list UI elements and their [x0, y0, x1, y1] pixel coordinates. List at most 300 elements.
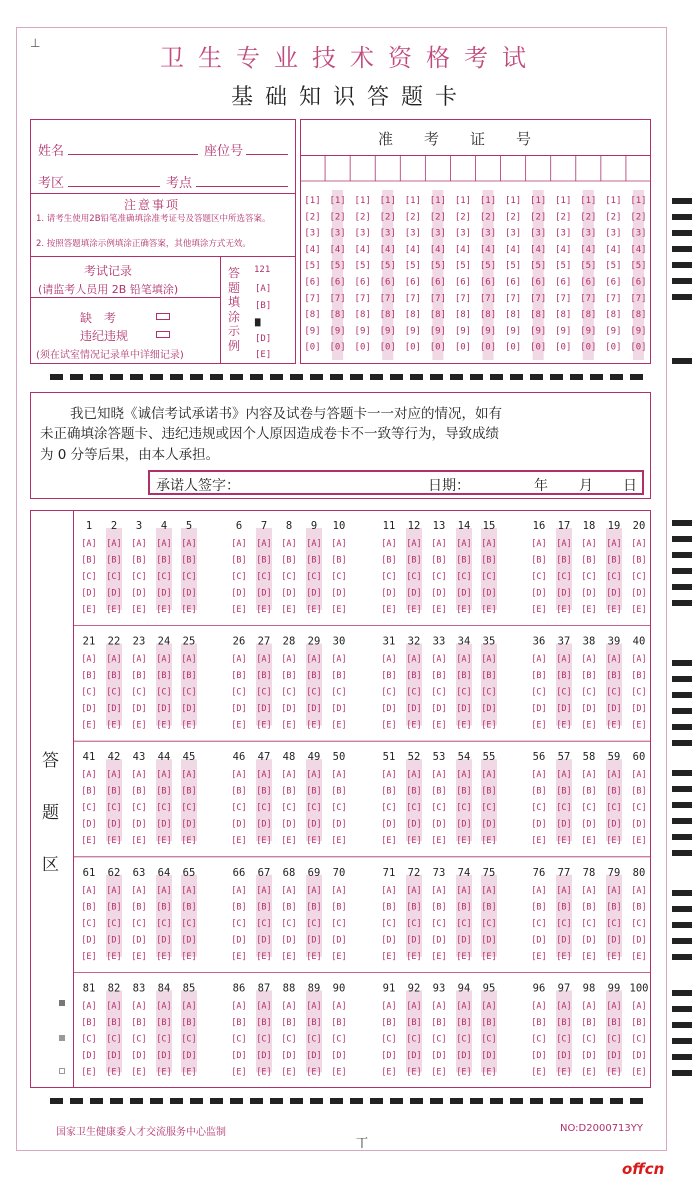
answer-option-bubble[interactable]: [E] — [431, 951, 447, 962]
answer-option-bubble[interactable]: [A] — [281, 770, 297, 781]
answer-option-bubble[interactable]: [E] — [406, 951, 422, 962]
answer-option-bubble[interactable]: [B] — [331, 1017, 347, 1028]
answer-option-bubble[interactable]: [D] — [406, 935, 422, 946]
answer-option-bubble[interactable]: [A] — [306, 885, 322, 896]
admission-digit-bubble[interactable]: [9] — [605, 326, 622, 337]
answer-option-bubble[interactable]: [B] — [531, 555, 547, 566]
answer-option-bubble[interactable]: [C] — [331, 918, 347, 929]
answer-option-bubble[interactable]: [E] — [106, 836, 122, 847]
answer-option-bubble[interactable]: [E] — [431, 836, 447, 847]
answer-option-bubble[interactable]: [E] — [406, 1067, 422, 1078]
admission-digit-bubble[interactable]: [1] — [354, 196, 371, 206]
answer-option-bubble[interactable]: [E] — [481, 720, 497, 731]
answer-option-bubble[interactable]: [E] — [181, 605, 197, 615]
answer-option-bubble[interactable]: [D] — [606, 819, 622, 830]
answer-option-bubble[interactable]: [C] — [431, 1034, 447, 1045]
answer-option-bubble[interactable]: [E] — [256, 1067, 272, 1078]
answer-option-bubble[interactable]: [B] — [181, 555, 197, 566]
answer-option-bubble[interactable]: [C] — [331, 687, 347, 698]
answer-option-bubble[interactable]: [C] — [281, 918, 297, 929]
answer-option-bubble[interactable]: [D] — [131, 1050, 147, 1061]
answer-option-bubble[interactable]: [A] — [331, 539, 347, 549]
admission-digit-bubble[interactable]: [2] — [630, 212, 647, 223]
answer-option-bubble[interactable]: [D] — [381, 1050, 397, 1061]
answer-option-bubble[interactable]: [D] — [81, 588, 97, 599]
answer-option-bubble[interactable]: [B] — [381, 1017, 397, 1028]
answer-option-bubble[interactable]: [C] — [381, 572, 397, 582]
answer-option-bubble[interactable]: [C] — [306, 1034, 322, 1045]
answer-option-bubble[interactable]: [C] — [256, 687, 272, 698]
answer-option-bubble[interactable]: [E] — [156, 1067, 172, 1078]
answer-option-bubble[interactable]: [D] — [406, 588, 422, 599]
answer-option-bubble[interactable]: [D] — [531, 935, 547, 946]
answer-option-bubble[interactable]: [A] — [181, 654, 197, 665]
answer-option-bubble[interactable]: [A] — [181, 539, 197, 549]
answer-option-bubble[interactable]: [D] — [306, 819, 322, 830]
answer-option-bubble[interactable]: [B] — [331, 786, 347, 797]
answer-option-bubble[interactable]: [D] — [106, 1050, 122, 1061]
admission-digit-bubble[interactable]: [3] — [304, 228, 321, 239]
answer-option-bubble[interactable]: [E] — [531, 1067, 547, 1078]
answer-option-bubble[interactable]: [A] — [181, 770, 197, 781]
answer-option-bubble[interactable]: [B] — [256, 902, 272, 913]
answer-option-bubble[interactable]: [D] — [631, 1050, 647, 1061]
answer-option-bubble[interactable]: [B] — [106, 555, 122, 566]
answer-option-bubble[interactable]: [A] — [306, 1001, 322, 1012]
answer-option-bubble[interactable]: [D] — [281, 704, 297, 715]
answer-option-bubble[interactable]: [B] — [606, 555, 622, 566]
answer-option-bubble[interactable]: [E] — [581, 836, 597, 847]
answer-option-bubble[interactable]: [B] — [431, 1017, 447, 1028]
answer-option-bubble[interactable]: [E] — [231, 605, 247, 615]
answer-option-bubble[interactable]: [B] — [256, 671, 272, 682]
answer-option-bubble[interactable]: [A] — [131, 770, 147, 781]
answer-option-bubble[interactable]: [B] — [456, 1017, 472, 1028]
answer-option-bubble[interactable]: [D] — [156, 588, 172, 599]
answer-option-bubble[interactable]: [E] — [581, 951, 597, 962]
admission-digit-bubble[interactable]: [3] — [555, 228, 572, 239]
answer-option-bubble[interactable]: [A] — [81, 885, 97, 896]
answer-option-bubble[interactable]: [C] — [556, 687, 572, 698]
answer-option-bubble[interactable]: [A] — [481, 654, 497, 665]
answer-option-bubble[interactable]: [C] — [81, 918, 97, 929]
answer-option-bubble[interactable]: [B] — [106, 902, 122, 913]
admission-digit-bubble[interactable]: [3] — [379, 228, 396, 239]
answer-option-bubble[interactable]: [B] — [281, 555, 297, 566]
answer-option-bubble[interactable]: [B] — [106, 786, 122, 797]
answer-option-bubble[interactable]: [A] — [631, 654, 647, 665]
answer-option-bubble[interactable]: [B] — [231, 1017, 247, 1028]
admission-digit-bubble[interactable]: [2] — [404, 212, 421, 223]
admission-digit-bubble[interactable]: [0] — [429, 342, 447, 353]
answer-option-bubble[interactable]: [D] — [531, 588, 547, 599]
answer-option-bubble[interactable]: [C] — [456, 687, 472, 698]
answer-option-bubble[interactable]: [D] — [331, 588, 347, 599]
answer-option-bubble[interactable]: [A] — [156, 654, 172, 665]
answer-option-bubble[interactable]: [E] — [631, 836, 647, 847]
answer-option-bubble[interactable]: [B] — [156, 786, 172, 797]
answer-option-bubble[interactable]: [E] — [331, 720, 347, 731]
admission-digit-bubble[interactable]: [9] — [555, 326, 572, 337]
admission-digit-bubble[interactable]: [4] — [429, 244, 447, 255]
answer-option-bubble[interactable]: [C] — [81, 803, 97, 814]
answer-option-bubble[interactable]: [A] — [381, 770, 397, 781]
answer-option-bubble[interactable]: [E] — [606, 1067, 622, 1078]
answer-option-bubble[interactable]: [E] — [281, 605, 297, 615]
answer-option-bubble[interactable]: [D] — [481, 588, 497, 599]
answer-option-bubble[interactable]: [E] — [156, 836, 172, 847]
answer-option-bubble[interactable]: [E] — [331, 951, 347, 962]
answer-option-bubble[interactable]: [D] — [256, 819, 272, 830]
admission-digit-bubble[interactable]: [6] — [555, 277, 572, 288]
admission-digit-bubble[interactable]: [6] — [329, 277, 346, 288]
answer-option-bubble[interactable]: [D] — [631, 819, 647, 830]
answer-option-bubble[interactable]: [D] — [631, 935, 647, 946]
answer-option-bubble[interactable]: [A] — [156, 539, 172, 549]
answer-option-bubble[interactable]: [A] — [406, 1001, 422, 1012]
answer-option-bubble[interactable]: [D] — [306, 1050, 322, 1061]
answer-option-bubble[interactable]: [A] — [556, 770, 572, 781]
admission-digit-bubble[interactable]: [1] — [429, 196, 447, 206]
answer-option-bubble[interactable]: [B] — [106, 1017, 122, 1028]
answer-option-bubble[interactable]: [C] — [181, 918, 197, 929]
answer-option-bubble[interactable]: [B] — [381, 902, 397, 913]
answer-option-bubble[interactable]: [D] — [256, 935, 272, 946]
answer-option-bubble[interactable]: [E] — [181, 1067, 197, 1078]
answer-option-bubble[interactable]: [A] — [481, 885, 497, 896]
answer-option-bubble[interactable]: [D] — [156, 819, 172, 830]
answer-option-bubble[interactable]: [A] — [106, 1001, 122, 1012]
answer-option-bubble[interactable]: [D] — [556, 704, 572, 715]
answer-option-bubble[interactable]: [A] — [406, 654, 422, 665]
answer-option-bubble[interactable]: [C] — [306, 803, 322, 814]
answer-option-bubble[interactable]: [E] — [606, 836, 622, 847]
admission-digit-bubble[interactable]: [8] — [304, 310, 321, 321]
answer-option-bubble[interactable]: [E] — [406, 720, 422, 731]
answer-option-bubble[interactable]: [B] — [281, 1017, 297, 1028]
admission-digit-bubble[interactable]: [9] — [479, 326, 497, 337]
answer-option-bubble[interactable]: [C] — [531, 687, 547, 698]
answer-option-bubble[interactable]: [A] — [381, 539, 397, 549]
admission-digit-bubble[interactable]: [7] — [454, 293, 472, 304]
answer-option-bubble[interactable]: [C] — [81, 1034, 97, 1045]
absent-checkbox[interactable] — [156, 313, 170, 320]
answer-option-bubble[interactable]: [E] — [306, 1067, 322, 1078]
answer-option-bubble[interactable]: [C] — [281, 687, 297, 698]
admission-digit-bubble[interactable]: [2] — [304, 212, 321, 223]
admission-digit-bubble[interactable]: [1] — [479, 196, 497, 206]
answer-option-bubble[interactable]: [E] — [456, 836, 472, 847]
answer-option-bubble[interactable]: [E] — [456, 951, 472, 962]
answer-option-bubble[interactable]: [C] — [156, 572, 172, 582]
admission-digit-bubble[interactable]: [0] — [454, 342, 472, 353]
admission-digit-bubble[interactable]: [1] — [580, 196, 597, 206]
answer-option-bubble[interactable]: [D] — [581, 588, 597, 599]
answer-option-bubble[interactable]: [C] — [581, 803, 597, 814]
admission-digit-bubble[interactable]: [4] — [605, 244, 622, 255]
district-field[interactable] — [68, 186, 160, 187]
answer-option-bubble[interactable]: [A] — [181, 1001, 197, 1012]
answer-option-bubble[interactable]: [E] — [581, 720, 597, 731]
answer-option-bubble[interactable]: [C] — [456, 918, 472, 929]
admission-digit-bubble[interactable]: [3] — [454, 228, 472, 239]
answer-option-bubble[interactable]: [C] — [381, 1034, 397, 1045]
answer-option-bubble[interactable]: [E] — [281, 836, 297, 847]
answer-option-bubble[interactable]: [A] — [256, 539, 272, 549]
admission-digit-bubble[interactable]: [6] — [630, 277, 647, 288]
answer-option-bubble[interactable]: [A] — [431, 654, 447, 665]
answer-option-bubble[interactable]: [B] — [106, 671, 122, 682]
answer-option-bubble[interactable]: [B] — [156, 1017, 172, 1028]
answer-option-bubble[interactable]: [C] — [281, 1034, 297, 1045]
admission-digit-bubble[interactable]: [4] — [479, 244, 497, 255]
answer-option-bubble[interactable]: [E] — [331, 1067, 347, 1078]
answer-option-bubble[interactable]: [C] — [81, 687, 97, 698]
admission-digit-bubble[interactable]: [5] — [580, 261, 597, 272]
answer-option-bubble[interactable]: [C] — [81, 572, 97, 582]
admission-digit-bubble[interactable]: [8] — [404, 310, 421, 321]
answer-option-bubble[interactable]: [D] — [281, 588, 297, 599]
answer-option-bubble[interactable]: [B] — [231, 786, 247, 797]
answer-option-bubble[interactable]: [B] — [231, 671, 247, 682]
answer-option-bubble[interactable]: [B] — [431, 786, 447, 797]
answer-option-bubble[interactable]: [A] — [606, 1001, 622, 1012]
admission-digit-bubble[interactable]: [6] — [304, 277, 321, 288]
answer-option-bubble[interactable]: [B] — [181, 671, 197, 682]
answer-option-bubble[interactable]: [E] — [481, 836, 497, 847]
answer-option-bubble[interactable]: [A] — [581, 539, 597, 549]
admission-digit-bubble[interactable]: [8] — [530, 310, 547, 321]
answer-option-bubble[interactable]: [A] — [406, 539, 422, 549]
answer-option-bubble[interactable]: [C] — [156, 1034, 172, 1045]
admission-digit-bubble[interactable]: [6] — [404, 277, 421, 288]
answer-option-bubble[interactable]: [A] — [556, 885, 572, 896]
answer-option-bubble[interactable]: [C] — [481, 572, 497, 582]
answer-option-bubble[interactable]: [B] — [606, 786, 622, 797]
answer-option-bubble[interactable]: [B] — [406, 1017, 422, 1028]
answer-option-bubble[interactable]: [D] — [381, 819, 397, 830]
answer-option-bubble[interactable]: [B] — [81, 671, 97, 682]
answer-option-bubble[interactable]: [B] — [81, 786, 97, 797]
answer-option-bubble[interactable]: [C] — [631, 687, 647, 698]
answer-option-bubble[interactable]: [D] — [231, 1050, 247, 1061]
answer-option-bubble[interactable]: [D] — [231, 819, 247, 830]
answer-option-bubble[interactable]: [A] — [231, 539, 247, 549]
answer-option-bubble[interactable]: [A] — [231, 885, 247, 896]
admission-digit-bubble[interactable]: [1] — [504, 196, 522, 206]
answer-option-bubble[interactable]: [C] — [406, 572, 422, 582]
answer-option-bubble[interactable]: [E] — [556, 1067, 572, 1078]
answer-option-bubble[interactable]: [A] — [456, 539, 472, 549]
answer-option-bubble[interactable]: [C] — [231, 1034, 247, 1045]
admission-digit-bubble[interactable]: [2] — [429, 212, 447, 223]
admission-digit-bubble[interactable]: [5] — [479, 261, 497, 272]
admission-digit-bubble[interactable]: [1] — [605, 196, 622, 206]
answer-option-bubble[interactable]: [A] — [531, 654, 547, 665]
answer-option-bubble[interactable]: [E] — [131, 720, 147, 731]
answer-option-bubble[interactable]: [D] — [156, 935, 172, 946]
admission-digit-bubble[interactable]: [8] — [429, 310, 447, 321]
answer-option-bubble[interactable]: [C] — [481, 1034, 497, 1045]
admission-digit-bubble[interactable]: [0] — [354, 342, 371, 353]
answer-option-bubble[interactable]: [E] — [131, 951, 147, 962]
answer-option-bubble[interactable]: [A] — [531, 885, 547, 896]
answer-option-bubble[interactable]: [D] — [406, 1050, 422, 1061]
answer-option-bubble[interactable]: [C] — [406, 918, 422, 929]
answer-option-bubble[interactable]: [B] — [631, 1017, 647, 1028]
answer-option-bubble[interactable]: [D] — [481, 819, 497, 830]
answer-option-bubble[interactable]: [A] — [456, 770, 472, 781]
answer-option-bubble[interactable]: [B] — [431, 671, 447, 682]
answer-option-bubble[interactable]: [E] — [81, 720, 97, 731]
answer-option-bubble[interactable]: [C] — [406, 803, 422, 814]
answer-option-bubble[interactable]: [C] — [456, 803, 472, 814]
admission-digit-bubble[interactable]: [7] — [329, 293, 346, 304]
answer-option-bubble[interactable]: [C] — [531, 1034, 547, 1045]
answer-option-bubble[interactable]: [A] — [281, 1001, 297, 1012]
admission-digit-bubble[interactable]: [4] — [530, 244, 547, 255]
answer-option-bubble[interactable]: [A] — [556, 539, 572, 549]
answer-option-bubble[interactable]: [C] — [256, 918, 272, 929]
answer-option-bubble[interactable]: [A] — [131, 885, 147, 896]
answer-option-bubble[interactable]: [C] — [531, 572, 547, 582]
answer-option-bubble[interactable]: [E] — [256, 720, 272, 731]
answer-option-bubble[interactable]: [B] — [456, 902, 472, 913]
answer-option-bubble[interactable]: [E] — [381, 605, 397, 615]
admission-digit-bubble[interactable]: [5] — [630, 261, 647, 272]
admission-digit-bubble[interactable]: [4] — [630, 244, 647, 255]
answer-option-bubble[interactable]: [D] — [381, 935, 397, 946]
answer-option-bubble[interactable]: [C] — [431, 803, 447, 814]
answer-option-bubble[interactable]: [E] — [81, 951, 97, 962]
answer-option-bubble[interactable]: [C] — [556, 572, 572, 582]
admission-digit-bubble[interactable]: [5] — [555, 261, 572, 272]
admission-digit-bubble[interactable]: [8] — [605, 310, 622, 321]
admission-digit-bubble[interactable]: [4] — [329, 244, 346, 255]
answer-option-bubble[interactable]: [D] — [556, 1050, 572, 1061]
answer-option-bubble[interactable]: [D] — [231, 704, 247, 715]
answer-option-bubble[interactable]: [C] — [231, 687, 247, 698]
answer-option-bubble[interactable]: [C] — [556, 918, 572, 929]
answer-option-bubble[interactable]: [D] — [606, 1050, 622, 1061]
answer-option-bubble[interactable]: [B] — [481, 786, 497, 797]
answer-option-bubble[interactable]: [A] — [306, 539, 322, 549]
answer-option-bubble[interactable]: [C] — [381, 918, 397, 929]
answer-option-bubble[interactable]: [D] — [556, 819, 572, 830]
answer-option-bubble[interactable]: [C] — [606, 918, 622, 929]
admission-digit-bubble[interactable]: [8] — [379, 310, 396, 321]
answer-option-bubble[interactable]: [C] — [106, 803, 122, 814]
answer-option-bubble[interactable]: [E] — [156, 605, 172, 615]
admission-digit-bubble[interactable]: [7] — [404, 293, 421, 304]
admission-digit-bubble[interactable]: [2] — [454, 212, 472, 223]
answer-option-bubble[interactable]: [B] — [156, 555, 172, 566]
answer-option-bubble[interactable]: [A] — [606, 539, 622, 549]
admission-digit-bubble[interactable]: [1] — [329, 196, 346, 206]
answer-option-bubble[interactable]: [C] — [256, 803, 272, 814]
answer-option-bubble[interactable]: [B] — [606, 902, 622, 913]
answer-option-bubble[interactable]: [B] — [581, 902, 597, 913]
answer-option-bubble[interactable]: [B] — [156, 671, 172, 682]
answer-option-bubble[interactable]: [D] — [156, 1050, 172, 1061]
admission-digit-bubble[interactable]: [5] — [354, 261, 371, 272]
answer-option-bubble[interactable]: [C] — [606, 803, 622, 814]
admission-digit-bubble[interactable]: [9] — [580, 326, 597, 337]
answer-option-bubble[interactable]: [B] — [456, 555, 472, 566]
answer-option-bubble[interactable]: [A] — [631, 539, 647, 549]
admission-digit-bubble[interactable]: [0] — [379, 342, 396, 353]
answer-option-bubble[interactable]: [C] — [181, 1034, 197, 1045]
answer-option-bubble[interactable]: [B] — [81, 1017, 97, 1028]
answer-option-bubble[interactable]: [C] — [406, 1034, 422, 1045]
admission-digit-bubble[interactable]: [7] — [530, 293, 547, 304]
answer-option-bubble[interactable]: [E] — [456, 720, 472, 731]
answer-option-bubble[interactable]: [D] — [231, 935, 247, 946]
answer-option-bubble[interactable]: [D] — [606, 935, 622, 946]
answer-option-bubble[interactable]: [C] — [256, 572, 272, 582]
answer-option-bubble[interactable]: [A] — [531, 1001, 547, 1012]
answer-option-bubble[interactable]: [B] — [331, 902, 347, 913]
answer-option-bubble[interactable]: [A] — [381, 654, 397, 665]
answer-option-bubble[interactable]: [E] — [406, 605, 422, 615]
answer-option-bubble[interactable]: [A] — [106, 654, 122, 665]
admission-digit-bubble[interactable]: [6] — [429, 277, 447, 288]
answer-option-bubble[interactable]: [A] — [331, 770, 347, 781]
admission-digit-bubble[interactable]: [4] — [404, 244, 421, 255]
answer-option-bubble[interactable]: [A] — [431, 1001, 447, 1012]
answer-option-bubble[interactable]: [A] — [581, 654, 597, 665]
answer-option-bubble[interactable]: [B] — [431, 902, 447, 913]
answer-option-bubble[interactable]: [B] — [131, 1017, 147, 1028]
answer-option-bubble[interactable]: [B] — [456, 786, 472, 797]
answer-option-bubble[interactable]: [B] — [231, 555, 247, 566]
answer-option-bubble[interactable]: [E] — [606, 951, 622, 962]
admission-digit-bubble[interactable]: [9] — [379, 326, 396, 337]
admission-digit-bubble[interactable]: [5] — [304, 261, 321, 272]
admission-digit-bubble[interactable]: [3] — [479, 228, 497, 239]
admission-digit-bubble[interactable]: [9] — [530, 326, 547, 337]
answer-option-bubble[interactable]: [D] — [456, 819, 472, 830]
admission-digit-bubble[interactable]: [1] — [379, 196, 396, 206]
answer-option-bubble[interactable]: [A] — [181, 885, 197, 896]
admission-digit-bubble[interactable]: [6] — [504, 277, 522, 288]
answer-option-bubble[interactable]: [C] — [456, 572, 472, 582]
answer-option-bubble[interactable]: [B] — [481, 902, 497, 913]
answer-option-bubble[interactable]: [C] — [581, 918, 597, 929]
answer-option-bubble[interactable]: [E] — [531, 951, 547, 962]
answer-option-bubble[interactable]: [D] — [281, 819, 297, 830]
admission-digit-bubble[interactable]: [7] — [504, 293, 522, 304]
admission-digit-bubble[interactable]: [1] — [454, 196, 472, 206]
answer-option-bubble[interactable]: [B] — [606, 1017, 622, 1028]
admission-digit-bubble[interactable]: [3] — [580, 228, 597, 239]
answer-option-bubble[interactable]: [B] — [531, 671, 547, 682]
answer-option-bubble[interactable]: [B] — [281, 786, 297, 797]
answer-option-bubble[interactable]: [D] — [581, 935, 597, 946]
answer-option-bubble[interactable]: [B] — [431, 555, 447, 566]
answer-option-bubble[interactable]: [A] — [106, 885, 122, 896]
answer-option-bubble[interactable]: [E] — [256, 951, 272, 962]
answer-option-bubble[interactable]: [A] — [256, 885, 272, 896]
answer-option-bubble[interactable]: [E] — [131, 605, 147, 615]
answer-option-bubble[interactable]: [D] — [581, 819, 597, 830]
admission-digit-bubble[interactable]: [2] — [504, 212, 522, 223]
admission-digit-bubble[interactable]: [0] — [605, 342, 622, 353]
answer-option-bubble[interactable]: [D] — [306, 588, 322, 599]
answer-option-bubble[interactable]: [C] — [131, 1034, 147, 1045]
answer-option-bubble[interactable]: [C] — [331, 572, 347, 582]
answer-option-bubble[interactable]: [B] — [256, 555, 272, 566]
